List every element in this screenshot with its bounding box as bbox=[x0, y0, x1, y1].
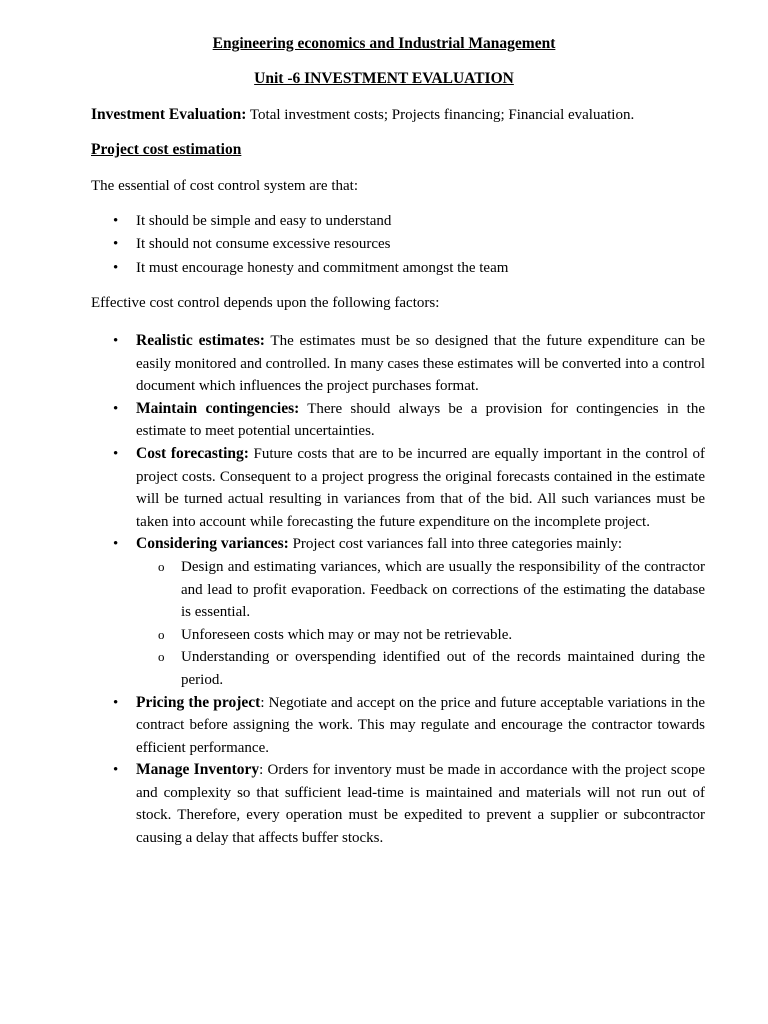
factor-text: The estimates must be so designed that the future expenditure can be easily monitored and controlled. In many cases these estimates will be converted into a control document which influences the project purchases format. bbox=[136, 333, 706, 395]
factors-list bbox=[91, 330, 705, 850]
sub-list-item: o Design and estimating variances, which are usually the responsibility of the contractor and lead to profit evaporation. Feedback on corrections of the estimating the database is essential. bbox=[136, 556, 705, 624]
factor-label: Pricing the project bbox=[136, 693, 261, 711]
factor-item bbox=[91, 443, 705, 533]
variances-sublist bbox=[136, 556, 705, 692]
factor-label: Manage Inventory bbox=[136, 761, 260, 779]
sub-list-item: o Understanding or overspending identified out of the records maintained during the period. bbox=[136, 646, 705, 691]
list-item: • It should be simple and easy to understand bbox=[91, 210, 711, 233]
section-heading: Project cost estimation bbox=[91, 141, 242, 158]
factor-text: : Negotiate and accept on the price and future acceptable variations in the contract before assigning the work. This may regulate and encourage the contractor towards efficient performance. bbox=[136, 694, 705, 756]
factor-item bbox=[91, 692, 705, 760]
list-item: • It must encourage honesty and commitment amongst the team bbox=[91, 257, 711, 280]
factor-label: Cost forecasting: bbox=[136, 444, 249, 462]
factor-item bbox=[91, 330, 705, 398]
factor-item bbox=[91, 759, 705, 849]
factor-item bbox=[91, 398, 705, 443]
factor-text: There should always be a provision for contingencies in the estimate to meet potential uncertainties. bbox=[136, 400, 705, 440]
factor-text: : Orders for inventory must be made in accordance with the project scope and complexity so that sufficient lead-time is maintained and materials will not run out of stock. Therefore, every operation must be expedited to prevent a supplier or subcontractor causing a delay that affects buffer stocks. bbox=[136, 762, 705, 847]
factor-label: Realistic estimates: bbox=[136, 332, 265, 349]
factors-intro: Effective cost control depends upon the following factors: bbox=[91, 295, 440, 311]
essentials-list bbox=[91, 210, 711, 280]
unit-title: Unit -6 INVESTMENT EVALUATION bbox=[254, 70, 514, 87]
intro-label: Investment Evaluation: bbox=[91, 106, 247, 123]
course-title: Engineering economics and Industrial Management bbox=[212, 35, 556, 52]
sub-list-item: o Unforeseen costs which may or may not be retrievable. bbox=[136, 624, 705, 647]
intro-text: Total investment costs; Projects financing; Financial evaluation. bbox=[246, 107, 635, 123]
list-item: • It should not consume excessive resources bbox=[91, 233, 711, 256]
intro-paragraph bbox=[91, 104, 711, 126]
factor-item bbox=[91, 533, 705, 691]
factor-label: Considering variances: bbox=[136, 535, 289, 553]
essentials-intro: The essential of cost control system are that: bbox=[91, 178, 359, 194]
factor-text: Future costs that are to be incurred are equally important in the control of project costs. Consequent to a project progress the original forecasts contained in the estimate will be turned actual resulting in variances from that of the bid. All such variances must be taken into account while forecasting the future expenditure on the incomplete project. bbox=[136, 445, 705, 530]
factor-text: Project cost variances fall into three categories mainly: bbox=[288, 536, 623, 553]
factor-label: Maintain contingencies: bbox=[136, 399, 300, 417]
